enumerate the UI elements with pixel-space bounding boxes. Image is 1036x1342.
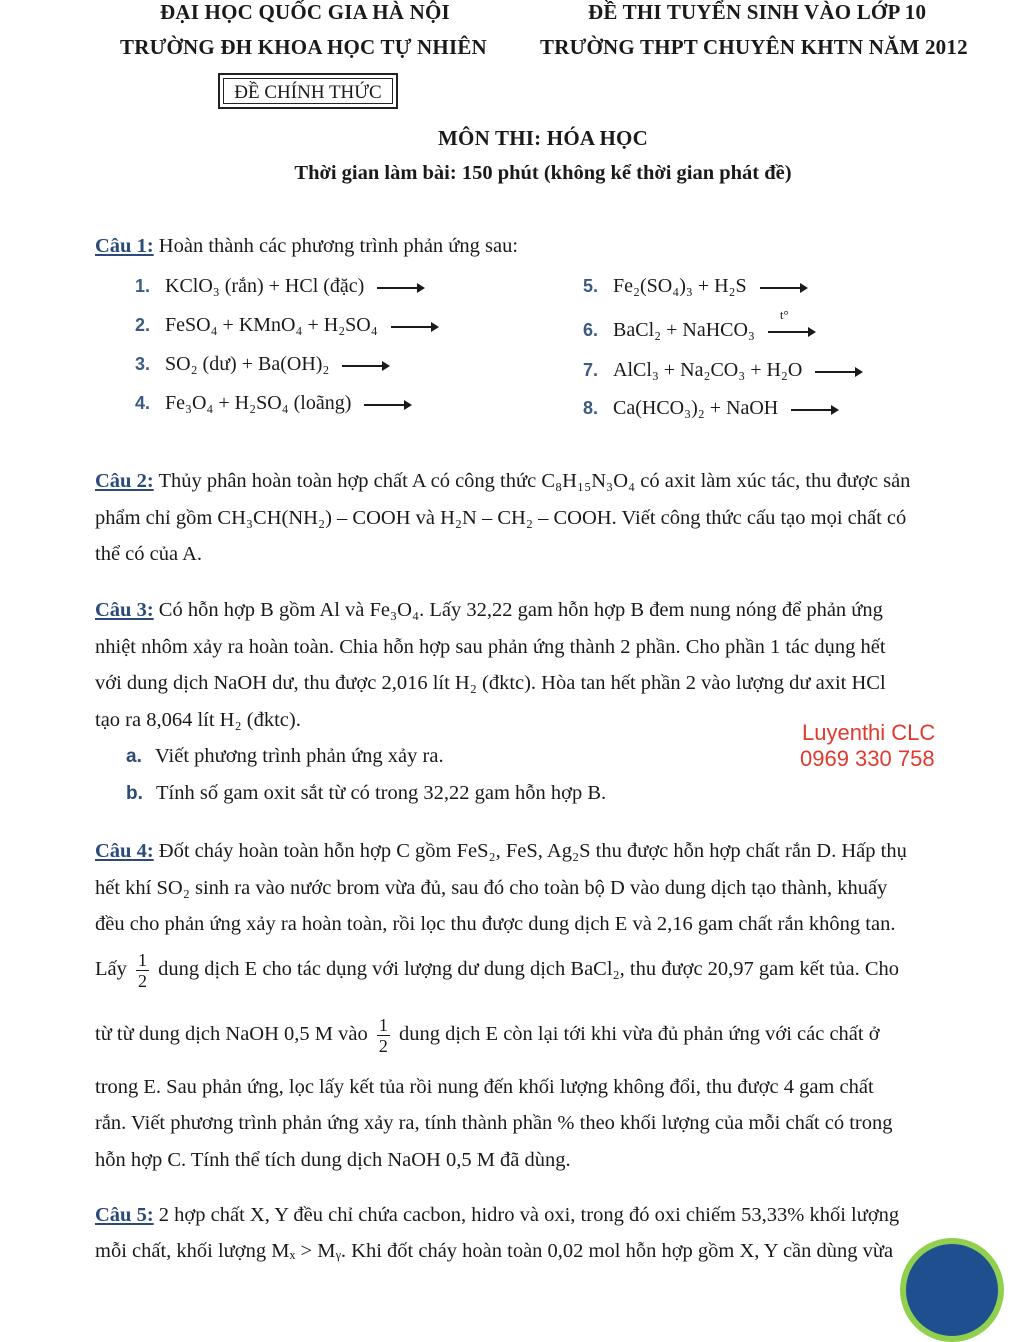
item-marker: a. <box>126 746 142 767</box>
question-1-intro <box>95 235 992 258</box>
equation-number: 7. <box>583 360 599 380</box>
item-text: Viết phương trình phản ứng xảy ra. <box>154 745 444 767</box>
equation-7 <box>583 359 863 382</box>
question-3-item-b <box>126 782 606 805</box>
arrow-icon <box>815 365 863 377</box>
equation-text: Fe₂(SO₄)₃ + H₂S <box>613 275 747 297</box>
arrow-icon <box>364 398 412 410</box>
equation-number: 4. <box>135 393 151 413</box>
heat-arrow-icon <box>768 307 816 337</box>
question-5-label: Câu 5: <box>95 1204 154 1226</box>
question-5-text: 2 hợp chất X, Y đều chỉ chứa cacbon, hidro và oxi, trong đó oxi chiếm 53,33% khối lượng <box>158 1204 900 1226</box>
question-4-line-5 <box>95 1015 992 1056</box>
fraction-denominator: 2 <box>378 1036 388 1056</box>
arrow-icon <box>342 359 390 371</box>
page-badge-icon <box>900 1238 1004 1342</box>
question-3-line-4: tạo ra 8,064 lít H₂ (đktc). <box>95 709 301 731</box>
school-title: TRƯỜNG THPT CHUYÊN KHTN NĂM 2012 <box>540 35 968 59</box>
item-text: Tính số gam oxit sắt từ có trong 32,22 gam hỗn hợp B. <box>156 782 607 804</box>
question-5-line-1 <box>95 1204 992 1227</box>
question-2-text: Thủy phân hoàn toàn hợp chất A có công thức C₈H₁₅N₃O₄ có axit làm xúc tác, thu được sản <box>158 470 911 492</box>
equation-number: 1. <box>135 276 151 296</box>
arrow-icon <box>391 320 439 332</box>
question-2-line-3: thể có của A. <box>95 543 203 565</box>
question-4-line-7: rắn. Viết phương trình phản ứng xảy ra, tính thành phần % theo khối lượng của mỗi chất có trong <box>95 1112 893 1134</box>
equation-2 <box>135 314 439 337</box>
question-3-text: Có hỗn hợp B gồm Al và Fe₃O₄. Lấy 32,22 gam hỗn hợp B đem nung nóng để phản ứng <box>158 599 883 621</box>
equation-number: 2. <box>135 315 151 335</box>
question-3-item-a <box>126 745 444 768</box>
arrow-icon <box>791 403 839 415</box>
fraction-half <box>377 1015 390 1056</box>
question-3-line-1 <box>95 599 992 622</box>
text-fragment: dung dịch E còn lại tới khi vừa đủ phản ứng với các chất ở <box>399 1023 880 1046</box>
fraction-numerator: 1 <box>378 1015 388 1035</box>
equation-number: 3. <box>135 354 151 374</box>
fraction-numerator: 1 <box>138 950 147 970</box>
question-3-line-3: với dung dịch NaOH dư, thu được 2,016 lít H₂ (đktc). Hòa tan hết phần 2 vào lượng dư axit HCl <box>95 672 886 694</box>
university-name: ĐẠI HỌC QUỐC GIA HÀ NỘI <box>160 0 450 24</box>
equation-8 <box>583 397 839 420</box>
official-label: ĐỀ CHÍNH THỨC <box>223 78 393 104</box>
equation-text: FeSO₄ + KMnO₄ + H₂SO₄ <box>165 314 378 336</box>
equation-text: Fe₃O₄ + H₂SO₄ (loãng) <box>165 392 352 414</box>
question-2-line-2: phẩm chỉ gồm CH₃CH(NH₂) – COOH và H₂N – CH₂ – COOH. Viết công thức cấu tạo mọi chất có <box>95 507 907 529</box>
duration-text: Thời gian làm bài: 150 phút (không kể thời gian phát đề) <box>294 162 792 184</box>
watermark-name: Luyenthi CLC <box>802 720 936 745</box>
faculty-name: TRƯỜNG ĐH KHOA HỌC TỰ NHIÊN <box>120 35 487 59</box>
text-fragment: Lấy <box>95 958 127 981</box>
question-4-text: Đốt cháy hoàn toàn hỗn hợp C gồm FeS₂, FeS, Ag₂S thu được hỗn hợp chất rắn D. Hấp thụ <box>158 840 907 862</box>
equation-6 <box>583 307 816 342</box>
exam-title: ĐỀ THI TUYỂN SINH VÀO LỚP 10 <box>588 0 927 24</box>
question-4-line-3: đều cho phản ứng xảy ra hoàn toàn, rồi lọc thu được dung dịch E và 2,16 gam chất rắn không tan. <box>95 913 896 935</box>
question-1-label: Câu 1: <box>95 235 154 257</box>
equation-1 <box>135 275 425 298</box>
question-2-label: Câu 2: <box>95 470 154 492</box>
fraction-denominator: 2 <box>138 971 147 991</box>
equation-text: SO₂ (dư) + Ba(OH)₂ <box>165 353 330 375</box>
text-fragment: từ từ dung dịch NaOH 0,5 M vào <box>95 1023 368 1046</box>
question-3-label: Câu 3: <box>95 599 154 621</box>
fraction-half <box>136 950 149 991</box>
question-4-label: Câu 4: <box>95 840 154 862</box>
equation-text: KClO₃ (rắn) + HCl (đặc) <box>165 275 365 297</box>
equation-text: AlCl₃ + Na₂CO₃ + H₂O <box>613 359 803 381</box>
question-5-line-2: mỗi chất, khối lượng Mₓ > Mᵧ. Khi đốt cháy hoàn toàn 0,02 mol hỗn hợp gồm X, Y cần dùng vừa <box>95 1240 894 1262</box>
equation-text: Ca(HCO₃)₂ + NaOH <box>613 397 779 419</box>
question-1-text: Hoàn thành các phương trình phản ứng sau: <box>158 235 519 257</box>
question-4-line-1 <box>95 840 992 863</box>
question-4-line-8: hỗn hợp C. Tính thể tích dung dịch NaOH 0,5 M đã dùng. <box>95 1149 571 1171</box>
arrow-icon <box>760 281 808 293</box>
arrow-icon <box>377 281 425 293</box>
equation-number: 5. <box>583 276 599 296</box>
heat-label: t° <box>779 307 789 323</box>
equation-5 <box>583 275 808 298</box>
equation-3 <box>135 353 390 376</box>
text-fragment: dung dịch E cho tác dụng với lượng dư dung dịch BaCl₂, thu được 20,97 gam kết tủa. Cho <box>158 958 899 981</box>
subject-title: MÔN THI: HÓA HỌC <box>438 126 648 150</box>
question-3-line-2: nhiệt nhôm xảy ra hoàn toàn. Chia hỗn hợp sau phản ứng thành 2 phần. Cho phần 1 tác dụng hết <box>95 636 886 658</box>
equation-4 <box>135 392 412 415</box>
equation-number: 8. <box>583 398 599 418</box>
equation-number: 6. <box>583 320 599 340</box>
official-box <box>218 73 398 109</box>
question-2-line-1 <box>95 470 992 493</box>
question-4-line-4 <box>95 950 992 991</box>
equation-text: BaCl₂ + NaHCO₃ <box>613 319 755 341</box>
question-4-line-6: trong E. Sau phản ứng, lọc lấy kết tủa rồi nung đến khối lượng không đổi, thu được 4 gam chất <box>95 1076 874 1098</box>
item-marker: b. <box>126 783 143 804</box>
question-4-line-2: hết khí SO₂ sinh ra vào nước brom vừa đủ, sau đó cho toàn bộ D vào dung dịch tạo thành, khuấy <box>95 877 888 899</box>
watermark-phone: 0969 330 758 <box>800 746 935 771</box>
